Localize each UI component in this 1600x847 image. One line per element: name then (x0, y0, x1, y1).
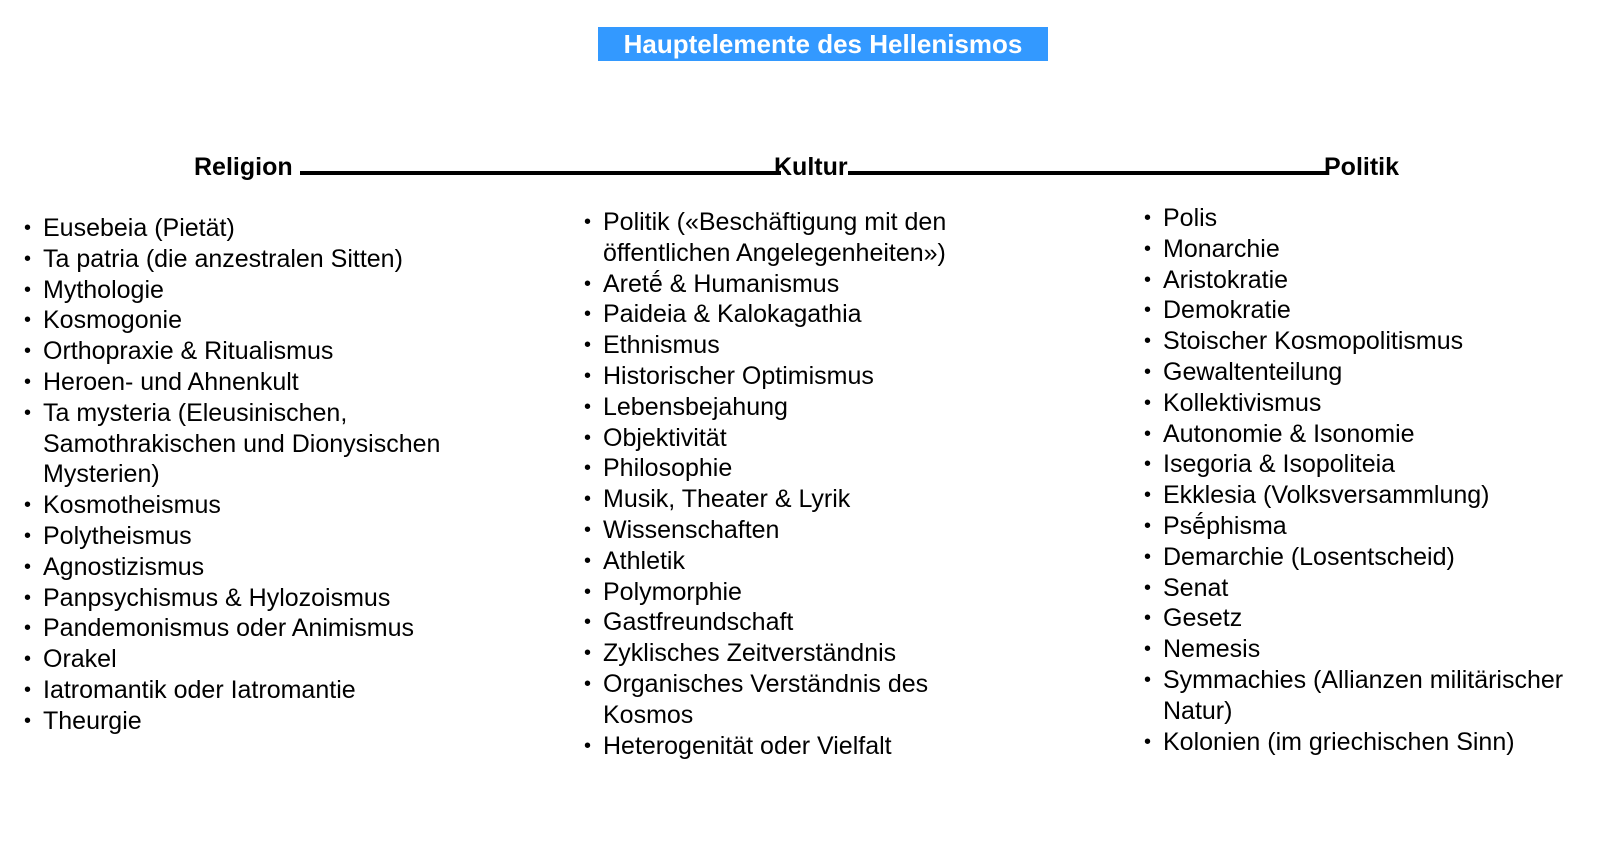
list-item (1144, 419, 1563, 450)
list-item-text: Objektivität (603, 423, 727, 452)
bullet-icon: • (1144, 545, 1152, 568)
bullet-icon: • (584, 642, 592, 665)
bullet-icon: • (24, 648, 32, 671)
bullet-icon: • (584, 457, 592, 480)
list-item-text: Orakel (43, 645, 117, 674)
list-item (584, 731, 946, 762)
list-item-text: Gesetz (1163, 604, 1243, 633)
list-item-text: Natur) (1163, 696, 1233, 725)
list-item-text: Kolonien (im griechischen Sinn) (1163, 727, 1515, 756)
list-item-text: Gastfreundschaft (603, 608, 794, 637)
list-item-text: Musik, Theater & Lyrik (603, 485, 851, 514)
list-item (584, 269, 946, 300)
list-item (584, 330, 946, 361)
list-item-text: Wissenschaften (603, 515, 780, 544)
list-item-text: Ekklesia (Volksversammlung) (1163, 481, 1490, 510)
religion-list (24, 213, 440, 737)
connector-line-left (300, 171, 781, 175)
list-item-text: Zyklisches Zeitverständnis (603, 639, 897, 668)
list-item (24, 583, 440, 614)
bullet-icon: • (584, 580, 592, 603)
bullet-icon: • (1144, 668, 1152, 691)
list-item-text: Ta patria (die anzestralen Sitten) (43, 244, 403, 273)
list-item (1144, 573, 1563, 604)
bullet-icon: • (584, 611, 592, 634)
list-item (584, 207, 946, 269)
list-item-text: Theurgie (43, 706, 142, 735)
bullet-icon: • (584, 488, 592, 511)
list-item (24, 675, 440, 706)
list-item-text: Kollektivismus (1163, 388, 1322, 417)
heading-kultur: Kultur (774, 153, 848, 181)
bullet-icon: • (24, 586, 32, 609)
bullet-icon: • (584, 334, 592, 357)
bullet-icon: • (1144, 576, 1152, 599)
kultur-column (584, 207, 946, 761)
list-item-text: Monarchie (1163, 234, 1280, 263)
list-item-text: Autonomie & Isonomie (1163, 419, 1415, 448)
list-item-text: Polymorphie (603, 577, 742, 606)
list-item (24, 305, 440, 336)
bullet-icon: • (584, 672, 592, 695)
list-item (1144, 295, 1563, 326)
list-item (1144, 326, 1563, 357)
bullet-icon: • (24, 340, 32, 363)
list-item (24, 336, 440, 367)
bullet-icon: • (1144, 237, 1152, 260)
list-item (24, 213, 440, 244)
bullet-icon: • (584, 734, 592, 757)
list-item-text: Eusebeia (Pietät) (43, 214, 235, 242)
list-item-text: Kosmos (603, 700, 694, 729)
politik-column (1144, 203, 1563, 757)
list-item (24, 490, 440, 521)
bullet-icon: • (24, 278, 32, 301)
list-item-text: Lebensbejahung (603, 392, 788, 421)
list-item-text: Stoischer Kosmopolitismus (1163, 327, 1464, 356)
religion-column (24, 213, 440, 737)
connector-line-right (848, 171, 1326, 175)
list-item (24, 244, 440, 275)
list-item (1144, 634, 1563, 665)
list-item (24, 398, 440, 490)
list-item (584, 669, 946, 731)
list-item-text: Heterogenität oder Vielfalt (603, 731, 892, 760)
list-item (24, 275, 440, 306)
bullet-icon: • (24, 709, 32, 732)
bullet-icon: • (1144, 268, 1152, 291)
list-item (24, 367, 440, 398)
bullet-icon: • (24, 494, 32, 517)
list-item (1144, 665, 1563, 727)
list-item-text: Orthopraxie & Ritualismus (43, 337, 334, 366)
bullet-icon: • (1144, 730, 1152, 753)
bullet-icon: • (1144, 422, 1152, 445)
list-item (584, 484, 946, 515)
bullet-icon: • (1144, 360, 1152, 383)
bullet-icon: • (24, 370, 32, 393)
bullet-icon: • (1144, 330, 1152, 353)
bullet-icon: • (24, 617, 32, 640)
list-item-text: Pandemonismus oder Animismus (43, 614, 414, 643)
list-item (1144, 603, 1563, 634)
list-item-text: Iatromantik oder Iatromantie (43, 675, 356, 704)
heading-religion: Religion (194, 153, 293, 181)
bullet-icon: • (24, 555, 32, 578)
bullet-icon: • (24, 309, 32, 332)
list-item-text: Philosophie (603, 454, 733, 483)
list-item (1144, 357, 1563, 388)
list-item (1144, 203, 1563, 234)
list-item (24, 706, 440, 737)
list-item (24, 552, 440, 583)
list-item-text: Isegoria & Isopoliteia (1163, 450, 1396, 479)
list-item-text: Panpsychismus & Hylozoismus (43, 583, 391, 612)
bullet-icon: • (1144, 391, 1152, 414)
heading-politik: Politik (1324, 153, 1400, 181)
list-item-text: Kosmogonie (43, 306, 182, 335)
list-item-text: Kosmotheismus (43, 491, 221, 520)
list-item-text: Aretḗ & Humanismus (603, 269, 840, 298)
list-item-text: Historischer Optimismus (603, 361, 874, 390)
list-item (584, 299, 946, 330)
list-item (1144, 511, 1563, 542)
list-item (1144, 542, 1563, 573)
list-item-text: Politik («Beschäftigung mit den (603, 208, 947, 236)
list-item (1144, 388, 1563, 419)
bullet-icon: • (584, 364, 592, 387)
bullet-icon: • (584, 303, 592, 326)
list-item-text: Gewaltenteilung (1163, 357, 1343, 386)
list-item-text: Psḗphisma (1163, 511, 1287, 540)
list-item-text: Ethnismus (603, 331, 720, 360)
list-item (584, 361, 946, 392)
bullet-icon: • (584, 211, 592, 233)
bullet-icon: • (1144, 453, 1152, 476)
bullet-icon: • (1144, 207, 1152, 229)
list-item (1144, 727, 1563, 758)
list-item-text: Agnostizismus (43, 552, 205, 581)
list-item-text: öffentlichen Angelegenheiten») (603, 238, 946, 267)
list-item-text: Samothrakischen und Dionysischen (43, 429, 441, 458)
list-item-text: Nemesis (1163, 635, 1261, 664)
list-item-text: Mysterien) (43, 460, 160, 489)
bullet-icon: • (24, 678, 32, 701)
list-item (24, 613, 440, 644)
list-item (584, 638, 946, 669)
list-item (584, 515, 946, 546)
list-item-text: Athletik (603, 546, 685, 575)
list-item-text: Mythologie (43, 275, 164, 304)
list-item (1144, 480, 1563, 511)
list-item-text: Symmachies (Allianzen militärischer (1163, 665, 1564, 694)
bullet-icon: • (24, 401, 32, 424)
list-item-text: Demokratie (1163, 296, 1291, 325)
politik-list (1144, 203, 1563, 757)
list-item (584, 607, 946, 638)
list-item (1144, 234, 1563, 265)
list-item-text: Polis (1163, 204, 1218, 232)
bullet-icon: • (584, 395, 592, 418)
bullet-icon: • (584, 549, 592, 572)
bullet-icon: • (1144, 514, 1152, 537)
list-item (584, 577, 946, 608)
list-item-text: Aristokratie (1163, 265, 1289, 294)
bullet-icon: • (24, 247, 32, 270)
list-item-text: Heroen- und Ahnenkult (43, 367, 299, 396)
bullet-icon: • (584, 272, 592, 295)
list-item (584, 453, 946, 484)
bullet-icon: • (1144, 607, 1152, 630)
list-item (1144, 449, 1563, 480)
list-item (24, 644, 440, 675)
list-item (584, 546, 946, 577)
list-item-text: Organisches Verständnis des (603, 669, 929, 698)
list-item (1144, 265, 1563, 296)
bullet-icon: • (1144, 484, 1152, 507)
bullet-icon: • (1144, 638, 1152, 661)
list-item (24, 521, 440, 552)
page-title: Hauptelemente des Hellenismos (598, 27, 1048, 61)
kultur-list (584, 207, 946, 761)
list-item-text: Demarchie (Losentscheid) (1163, 542, 1455, 571)
bullet-icon: • (24, 217, 32, 239)
list-item-text: Polytheismus (43, 521, 192, 550)
list-item-text: Ta mysteria (Eleusinischen, (43, 398, 348, 427)
bullet-icon: • (584, 518, 592, 541)
list-item-text: Senat (1163, 573, 1229, 602)
list-item (584, 423, 946, 454)
bullet-icon: • (24, 524, 32, 547)
list-item (584, 392, 946, 423)
bullet-icon: • (584, 426, 592, 449)
bullet-icon: • (1144, 299, 1152, 322)
list-item-text: Paideia & Kalokagathia (603, 300, 862, 329)
